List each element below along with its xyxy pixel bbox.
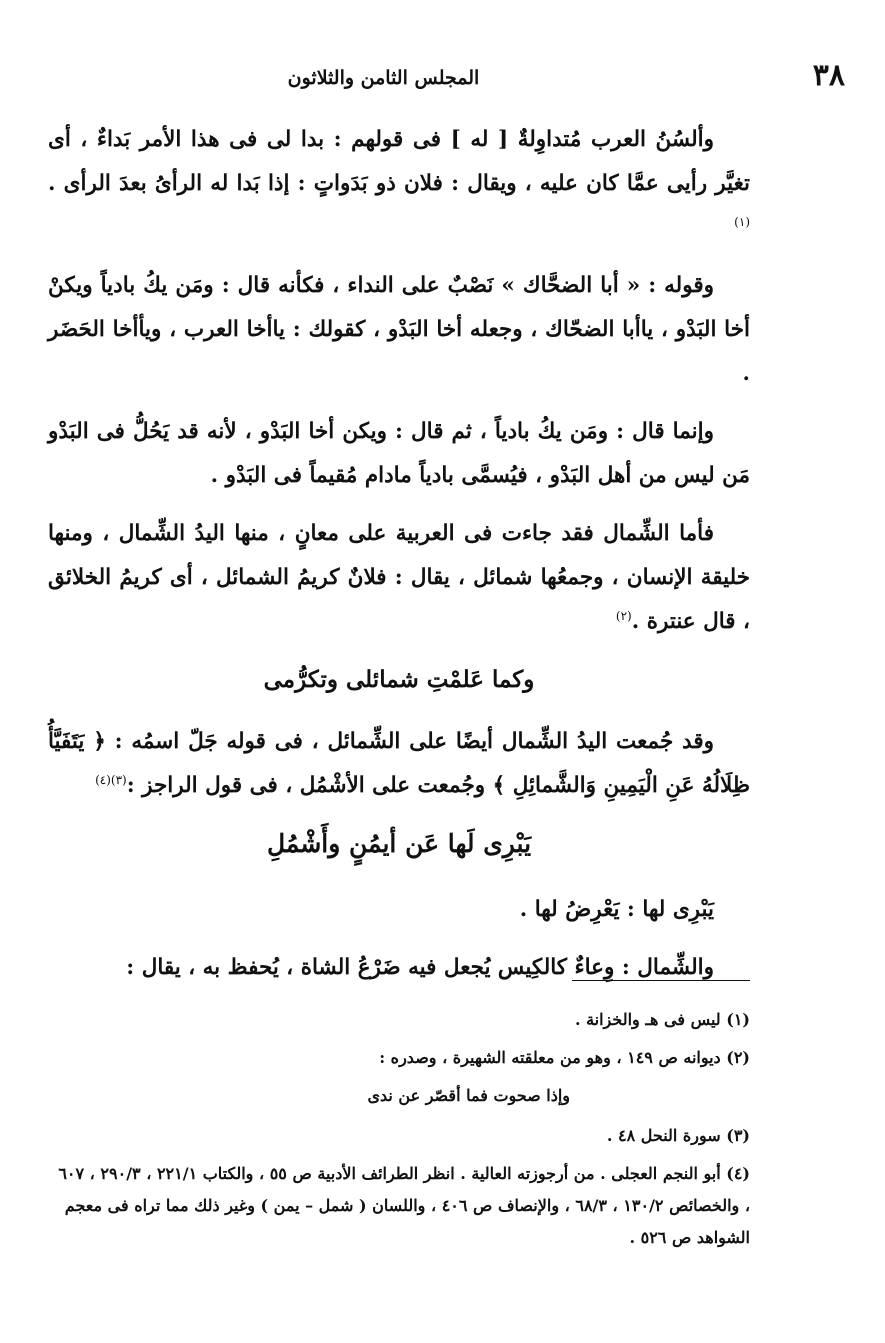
- verse-rajiz: يَبْرِى لَها عَن أيمُنٍ وأَشْمُلِ: [266, 829, 532, 858]
- paragraph-6: يَبْرِى لها : يَعْرِضُ لها .: [519, 897, 714, 922]
- footnote-ref-4: (٤): [95, 772, 111, 787]
- paragraph-4-text: فأما الشِّمال فقد جاءت فى العربية على معانٍ ، منها اليدُ الشِّمال ، ومنها خليقة الإنسان ، وجمعُها شمائل ، يقال : فلانٌ كريمُ الشمائل ، أى كريمُ الخلائق ، قال عنترة .: [48, 521, 750, 634]
- page-number: ٣٨: [812, 58, 845, 93]
- footnote-ref-3: (٣): [110, 772, 127, 787]
- footnote-divider: [572, 980, 750, 981]
- page-header: [40, 58, 845, 98]
- footnote-ref-1: (١): [734, 214, 750, 229]
- footnote-ref-2: (٢): [615, 608, 632, 623]
- main-text: [48, 118, 750, 1004]
- verse-antara: وكما عَلمْتِ شمائلى وتكرُّمى: [263, 666, 535, 693]
- running-title: المجلس الثامن والثلاثون: [287, 67, 480, 89]
- paragraph-1-text: وألسُنُ العرب مُتداوِلةٌ [ له ] فى قولهم : بدا لى فى هذا الأمر بَداءٌ ، أى تغيَّر رأيى عمَّا كان عليه ، ويقال : فلان ذو بَدَواتٍ : إذا بَدا له الرأىُ بعدَ الرأى .: [48, 127, 750, 196]
- footnote-2: (٢) ديوانه ص ١٤٩ ، وهو من معلقته الشهيرة ، وصدره :: [379, 1048, 750, 1067]
- paragraph-5: [48, 720, 750, 808]
- footnote-2-verse: وإذا صحوت فما أقصّر عن ندى: [367, 1086, 570, 1105]
- paragraph-2: وقوله : « أبا الضحَّاك » نَصْبٌ على النداء ، فكأنه قال : ومَن يكُ بادياً ويكنْ أخا البَدْو ، ياأبا الضحّاك ، وجعله أخا البَدْو ، كقولك : ياأخا العرب ، ويأأخا الحَضَر .: [48, 273, 750, 386]
- footnote-4: (٤) أبو النجم العجلى . من أرجوزته العالية . انظر الطرائف الأدبية ص ٥٥ ، والكتاب ٢٢١/١ ، ٢٩٠/٣ ، ٦٠٧ ، والخصائص ١٣٠/٢ ، ٦٨/٣ ، والإنصاف ص ٤٠٦ ، واللسان ( شمل – يمن ) وغير ذلك مما تراه فى معجم الشواهد ص ٥٢٦ .: [58, 1164, 750, 1247]
- paragraph-5-text: وقد جُمعت اليدُ الشِّمال أيضًا على الشِّمائل ، فى قوله جَلّ اسمُه : ﴿ يَتَفَيَّأُ ظِلَالُهُ عَنِ الْيَمِينِ وَالشَّمائِلِ ﴾ وجُمعت على الأشْمُل ، فى قول الراجز :: [48, 729, 750, 798]
- paragraph-7: والشِّمال : وِعاءٌ كالكِيس يُجعل فيه ضَرْعُ الشاة ، يُحفظ به ، يقال :: [126, 955, 714, 980]
- footnote-1: (١) ليس فى هـ والخزانة .: [574, 1010, 750, 1029]
- footnotes: [48, 1004, 750, 1260]
- paragraph-1: [48, 118, 750, 250]
- paragraph-4: [48, 512, 750, 644]
- paragraph-3: وإنما قال : ومَن يكُ بادياً ، ثم قال : ويكن أخا البَدْو ، لأنه قد يَحُلُّ فى البَدْو مَن ليس من أهل البَدْو ، فيُسمَّى بادياً مادام مُقيماً فى البَدْو .: [48, 419, 750, 488]
- footnote-3: (٣) سورة النحل ٤٨ .: [606, 1126, 750, 1145]
